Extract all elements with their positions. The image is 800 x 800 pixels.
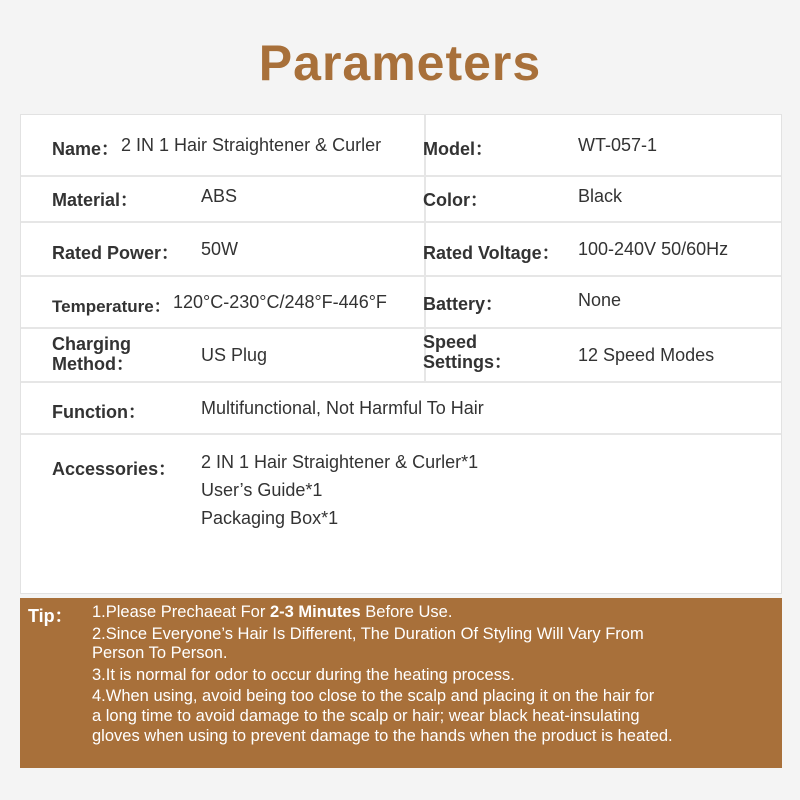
temperature-value: 120°C-230°C/248°F-446°F [173,292,387,312]
rated-power-label: Rated Power： [52,243,180,263]
temperature-label: Temperature： [52,297,171,316]
tip-line-4c: gloves when using to prevent damage to the hands when the product is heated. [92,727,673,745]
tip-line-2b: Person To Person. [92,644,228,662]
tip-line-1-post: Before Use. [360,603,453,621]
tip-line-1-bold: 2-3 Minutes [269,603,361,621]
model-value: WT-057-1 [578,135,658,155]
speed-settings-label-line1: Speed [423,332,478,352]
color-label: Color： [423,190,488,210]
charging-method-label [52,334,134,374]
name-label: Name： [52,139,120,159]
function-value: Multifunctional, Not Harmful To Hair [201,398,484,418]
table-row [21,275,781,329]
rated-power-value: 50W [201,239,239,259]
charging-method-value: US Plug [201,345,268,365]
table-row [21,175,781,223]
rated-voltage-value: 100-240V 50/60Hz [578,239,729,259]
tip-line-4b: a long time to avoid damage to the scalp or hair; wear black heat-insulating [92,707,640,725]
function-row [21,381,781,435]
accessories-label: Accessories： [52,459,177,479]
speed-settings-label [423,332,512,372]
speed-settings-label-line2: Settings： [423,352,513,372]
material-label: Material： [52,190,139,210]
tip-box [20,598,782,768]
charging-method-label-line1: Charging [52,334,131,354]
charging-method-label-line2: Method： [52,354,134,374]
rated-voltage-label: Rated Voltage： [423,243,560,263]
parameters-table [20,114,782,594]
list-item: User’s Guide*1 [201,480,323,500]
model-label: Model： [423,139,493,159]
table-row [21,221,781,277]
accessories-list [201,448,478,532]
tip-line-1 [92,602,452,622]
battery-label: Battery： [423,294,504,314]
function-label: Function： [52,402,146,422]
material-value: ABS [201,186,238,206]
tip-line-3: 3.It is normal for odor to occur during the heating process. [92,666,515,684]
list-item: Packaging Box*1 [201,508,339,528]
table-row [21,327,781,383]
table-row [21,115,781,177]
tip-label: Tip： [28,606,73,626]
page-title: Parameters [258,35,542,91]
battery-value: None [578,290,622,310]
accessories-row [21,433,781,593]
tip-line-1-pre: 1.Please Prechaeat For [92,603,270,621]
name-value: 2 IN 1 Hair Straightener & Curler [121,135,382,155]
speed-settings-value: 12 Speed Modes [578,345,715,365]
list-item: 2 IN 1 Hair Straightener & Curler*1 [201,452,479,472]
tip-line-2a: 2.Since Everyone’s Hair Is Different, The Duration Of Styling Will Vary From [92,625,644,643]
tip-line-4a: 4.When using, avoid being too close to the scalp and placing it on the hair for [92,687,655,705]
color-value: Black [578,186,623,206]
